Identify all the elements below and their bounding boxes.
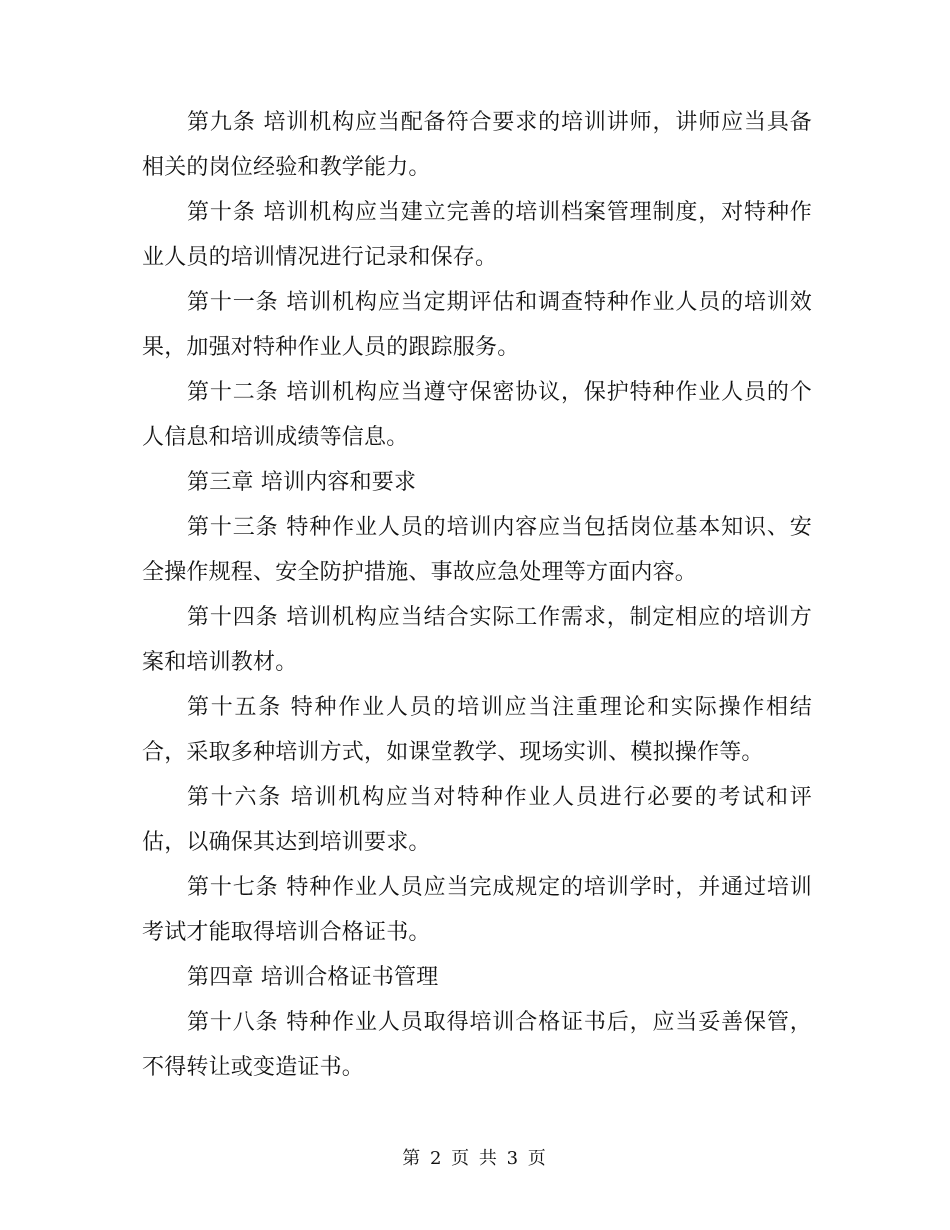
article-9-paragraph: 第九条 培训机构应当配备符合要求的培训讲师，讲师应当具备相关的岗位经验和教学能力。 bbox=[142, 110, 812, 180]
article-18-paragraph: 第十八条 特种作业人员取得培训合格证书后，应当妥善保管，不得转让或变造证书。 bbox=[142, 1010, 812, 1080]
chapter-4-heading: 第四章 培训合格证书管理 bbox=[187, 965, 439, 990]
article-14-paragraph: 第十四条 培训机构应当结合实际工作需求，制定相应的培训方案和培训教材。 bbox=[142, 605, 812, 675]
article-12-paragraph: 第十二条 培训机构应当遵守保密协议，保护特种作业人员的个人信息和培训成绩等信息。 bbox=[142, 380, 812, 450]
article-17-paragraph: 第十七条 特种作业人员应当完成规定的培训学时，并通过培训考试才能取得培训合格证书。 bbox=[142, 875, 812, 945]
article-10-paragraph: 第十条 培训机构应当建立完善的培训档案管理制度，对特种作业人员的培训情况进行记录和保存。 bbox=[142, 200, 812, 270]
article-16-paragraph: 第十六条 培训机构应当对特种作业人员进行必要的考试和评估，以确保其达到培训要求。 bbox=[142, 785, 812, 855]
article-13-paragraph: 第十三条 特种作业人员的培训内容应当包括岗位基本知识、安全操作规程、安全防护措施、事故应急处理等方面内容。 bbox=[142, 515, 812, 585]
document-body bbox=[142, 100, 812, 1090]
chapter-3-heading: 第三章 培训内容和要求 bbox=[187, 470, 417, 495]
page-number-footer: 第 2 页 共 3 页 bbox=[402, 1148, 548, 1169]
article-15-paragraph: 第十五条 特种作业人员的培训应当注重理论和实际操作相结合，采取多种培训方式，如课堂教学、现场实训、模拟操作等。 bbox=[142, 695, 812, 765]
article-11-paragraph: 第十一条 培训机构应当定期评估和调查特种作业人员的培训效果，加强对特种作业人员的跟踪服务。 bbox=[142, 290, 812, 360]
